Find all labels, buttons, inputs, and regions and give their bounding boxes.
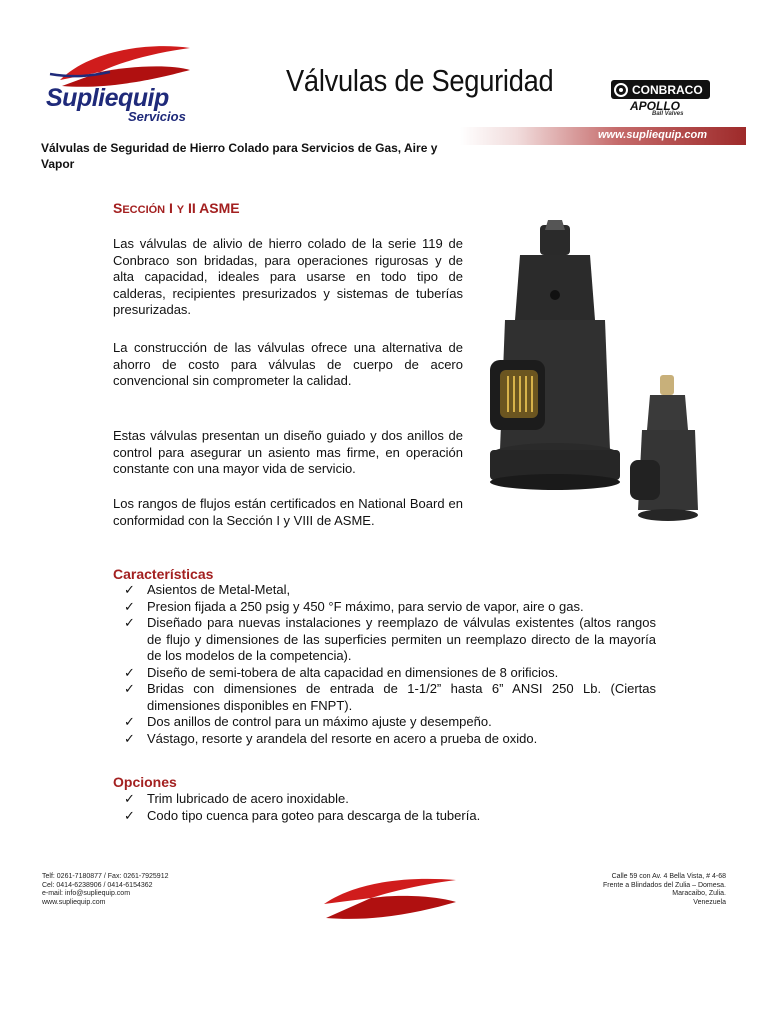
list-item: ✓ Dos anillos de control para un máximo ajuste y desempeño. xyxy=(124,714,492,729)
checkmark-icon: ✓ xyxy=(124,664,135,680)
list-item: ✓ Asientos de Metal-Metal, xyxy=(124,582,291,597)
certification-paragraph: Los rangos de flujos están certificados en National Board en conformidad con la Sección I y VIII de ASME. xyxy=(113,496,463,528)
list-item: ✓ Trim lubricado de acero inoxidable. xyxy=(124,791,349,806)
page-title: Válvulas de Seguridad xyxy=(286,63,554,98)
conbraco-logo-icon xyxy=(614,83,628,97)
checkmark-icon: ✓ xyxy=(124,714,135,729)
checkmark-icon: ✓ xyxy=(124,598,135,614)
options-list xyxy=(124,791,656,824)
footer-phone: Telf: 0261-7180877 / Fax: 0261-7925912 xyxy=(42,873,169,880)
footer-address-line: Frente a Blindados del Zulia – Domesa. xyxy=(603,881,726,889)
checkmark-icon: ✓ xyxy=(124,730,135,746)
checkmark-icon: ✓ xyxy=(124,791,135,806)
list-item: ✓ Presion fijada a 250 psig y 450 °F máximo, para servio de vapor, aire o gas. xyxy=(124,598,584,614)
valve-product-image xyxy=(470,200,720,530)
features-list xyxy=(124,582,656,747)
list-item: ✓ Vástago, resorte y arandela del resorte en acero a prueba de oxido. xyxy=(124,730,538,746)
footer-address xyxy=(560,873,726,907)
features-heading: Características xyxy=(113,566,214,582)
design-paragraph: Estas válvulas presentan un diseño guiado y dos anillos de control para asegurar un asiento mas firme, en operación constante con una mayor vida de servicio. xyxy=(113,428,463,476)
checkmark-icon: ✓ xyxy=(124,582,135,597)
list-item: ✓ Bridas con dimensiones de entrada de 1-1/2” hasta 6” ANSI 250 Lb. (Ciertas dimensiones disponibles en FNPT). xyxy=(124,681,656,713)
footer-swoosh-logo xyxy=(316,872,466,932)
ball-valves-tag: Ball Valves xyxy=(652,111,684,117)
checkmark-icon: ✓ xyxy=(124,681,135,696)
checkmark-icon: ✓ xyxy=(124,807,135,823)
footer-address-line: Maracaibo, Zulia. xyxy=(672,890,726,897)
intro-paragraph: Las válvulas de alivio de hierro colado de la serie 119 de Conbraco son bridadas, para operaciones rigurosas y de alta capacidad, ideales para usarse en todo tipo de calderas, recipientes presurizados y sistemas de tuberías presurizadas. xyxy=(113,236,463,317)
brand-name: Supliequip xyxy=(46,84,169,112)
footer-contact xyxy=(42,873,169,907)
conbraco-logo-text: CONBRACO xyxy=(632,82,703,97)
footer-cell: Cel: 0414-6238906 / 0414-6154362 xyxy=(42,881,153,889)
footer-website[interactable]: www.supliequip.com xyxy=(42,898,106,906)
footer-address-line: Venezuela xyxy=(693,898,726,906)
list-item: ✓ Diseñado para nuevas instalaciones y reemplazo de válvulas existentes (altos rangos de flujo y dimensiones de las superficies permiten un reemplazo directo de la mayoría de los modelos de la competencia). xyxy=(124,615,656,663)
list-item: ✓ Codo tipo cuenca para goteo para descarga de la tubería. xyxy=(124,807,481,823)
website-link[interactable]: www.supliequip.com xyxy=(598,129,707,141)
conbraco-logo xyxy=(611,80,710,99)
construction-paragraph: La construcción de las válvulas ofrece una alternativa de ahorro de costo para válvulas de cuerpo de acero convencional sin comprometer la calidad. xyxy=(113,340,463,388)
apollo-logo: APOLLO xyxy=(630,99,680,113)
footer-address-line: Calle 59 con Av. 4 Bella Vista, # 4-68 xyxy=(611,873,726,880)
brand-subtitle: Servicios xyxy=(128,109,186,124)
section-title: SECCIÓN I Y II ASME xyxy=(113,200,240,216)
checkmark-icon: ✓ xyxy=(124,615,135,630)
options-heading: Opciones xyxy=(113,774,177,790)
footer-email[interactable]: e-mail: info@supliequip.com xyxy=(42,890,131,897)
list-item: ✓ Diseño de semi-tobera de alta capacidad en dimensiones de 8 orificios. xyxy=(124,664,559,680)
document-subtitle: Válvulas de Seguridad de Hierro Colado para Servicios de Gas, Aire y Vapor xyxy=(41,141,438,171)
